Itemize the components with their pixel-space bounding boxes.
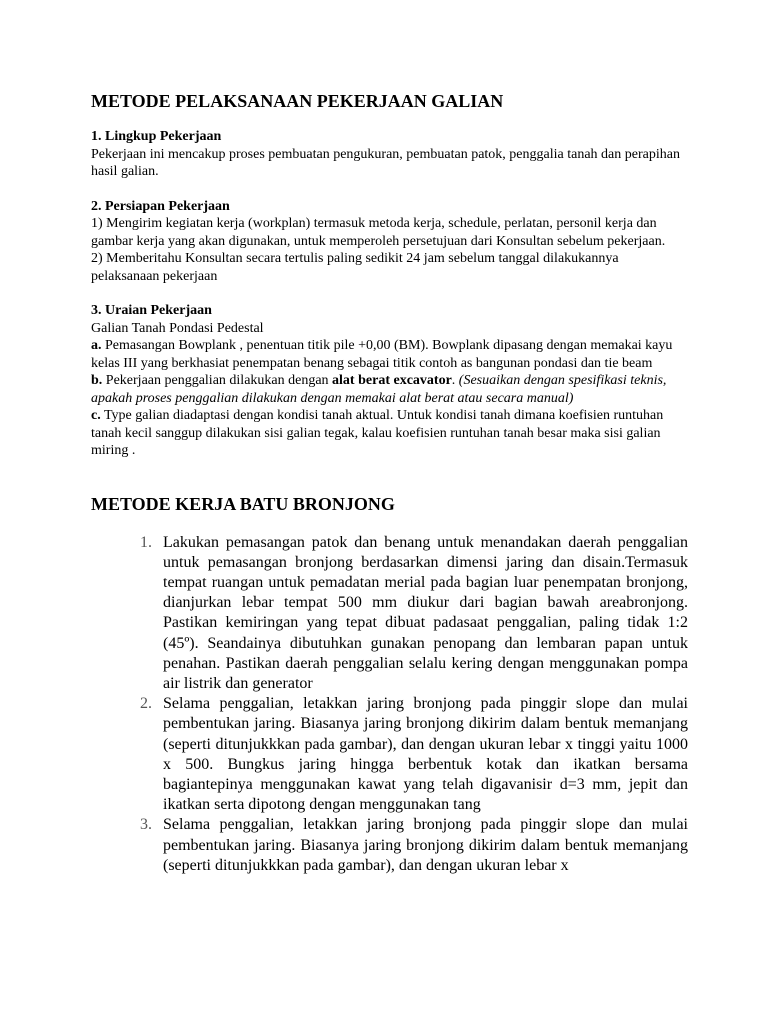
section-lingkup [91, 128, 688, 181]
item-a [91, 337, 688, 372]
item-text: Pemasangan Bowplank , penentuan titik pile +0,00 (BM). Bowplank dipasang dengan memakai kayu kelas III yang berkhasiat penempatan benang sebagai titik contoh as bangunan pondasi dan tie beam [91, 338, 673, 371]
item-text: . [451, 373, 459, 388]
list-number: 2. [140, 695, 152, 713]
item-label: c. [91, 408, 101, 423]
item-label: a. [91, 338, 102, 353]
list-text: Selama penggalian, letakkan jaring bronjong pada pinggir slope dan mulai pembentukan jaring. Biasanya jaring bronjong dikirim dalam bentuk memanjang (seperti ditunjukkkan pada gambar), dan dengan ukuran lebar x tinggi yaitu 1000 x 500. Bungkus jaring hingga berbentuk kotak dan ikatkan bersama bagiantepinya menggunakan kawat yang telah digavanisir d=3 mm, jepit dan ikatkan serta dipotong dengan menggunakan tang [163, 695, 688, 814]
item-c [91, 407, 688, 460]
section-title: METODE KERJA BATU BRONJONG [91, 493, 395, 514]
section-heading: 3. Uraian Pekerjaan [91, 303, 212, 318]
list-item [140, 815, 688, 876]
list-item [140, 694, 688, 815]
item-label: b. [91, 373, 103, 388]
list-item: 2) Memberitahu Konsultan secara tertulis paling sedikit 24 jam sebelum tanggal dilakukannya pelaksanaan pekerjaan [91, 251, 619, 284]
item-emphasis: alat berat excavator [332, 373, 452, 388]
page-title: METODE PELAKSANAAN PEKERJAAN GALIAN [91, 91, 504, 111]
list-number: 3. [140, 816, 152, 834]
section-heading: 2. Persiapan Pekerjaan [91, 198, 230, 214]
list-number: 1. [140, 533, 152, 551]
item-note: (Sesuaikan dengan spesifikasi teknis, apakah proses penggalian dilakukan dengan memakai alat berat atau secara manual) [91, 373, 667, 406]
item-b [91, 372, 688, 407]
item-text: Pekerjaan penggalian dilakukan dengan [102, 373, 333, 388]
section-persiapan [91, 198, 688, 286]
list-text: Selama penggalian, letakkan jaring bronjong pada pinggir slope dan mulai pembentukan jaring. Biasanya jaring bronjong dikirim dalam bentuk memanjang (seperti ditunjukkkan pada gambar), dan dengan ukuran lebar x [163, 816, 688, 874]
section-body: Pekerjaan ini mencakup proses pembuatan pengukuran, pembuatan patok, penggalia tanah dan perapihan hasil galian. [91, 146, 680, 179]
steps-list [91, 533, 688, 876]
section-uraian [91, 302, 688, 460]
list-item [140, 533, 688, 695]
section-heading: 1. Lingkup Pekerjaan [91, 129, 222, 144]
section-subtitle: Galian Tanah Pondasi Pedestal [91, 320, 264, 336]
list-item: 1) Mengirim kegiatan kerja (workplan) termasuk metoda kerja, schedule, perlatan, personil kerja dan gambar kerja yang akan digunakan, untuk memperoleh persetujuan dari Konsultan sebelum pekerjaan. [91, 216, 666, 249]
item-text: Type galian diadaptasi dengan kondisi tanah aktual. Untuk kondisi tanah dimana koefisien runtuhan tanah kecil sanggup dilakukan sisi galian tegak, kalau koefisien runtuhan tanah besar maka sisi galian miring . [91, 408, 664, 458]
list-text: Lakukan pemasangan patok dan benang untuk menandakan daerah penggalian untuk pemasangan bronjong berdasarkan dimensi jaring dan disain.Termasuk tempat ruangan untuk pemadatan merial pada bagian luar penempatan bronjong, dianjurkan lebar tempat 500 mm diukur dari bagian bawah areabronjong. Pastikan kemiringan yang tepat dibuat padasaat penggalian, paling tidak 1:2 (45º). Seandainya dibutuhkan gunakan penopang dan lembaran papan untuk penahan. Pastikan daerah penggalian selalu kering dengan menggunakan pompa air listrik dan generator [163, 533, 688, 692]
